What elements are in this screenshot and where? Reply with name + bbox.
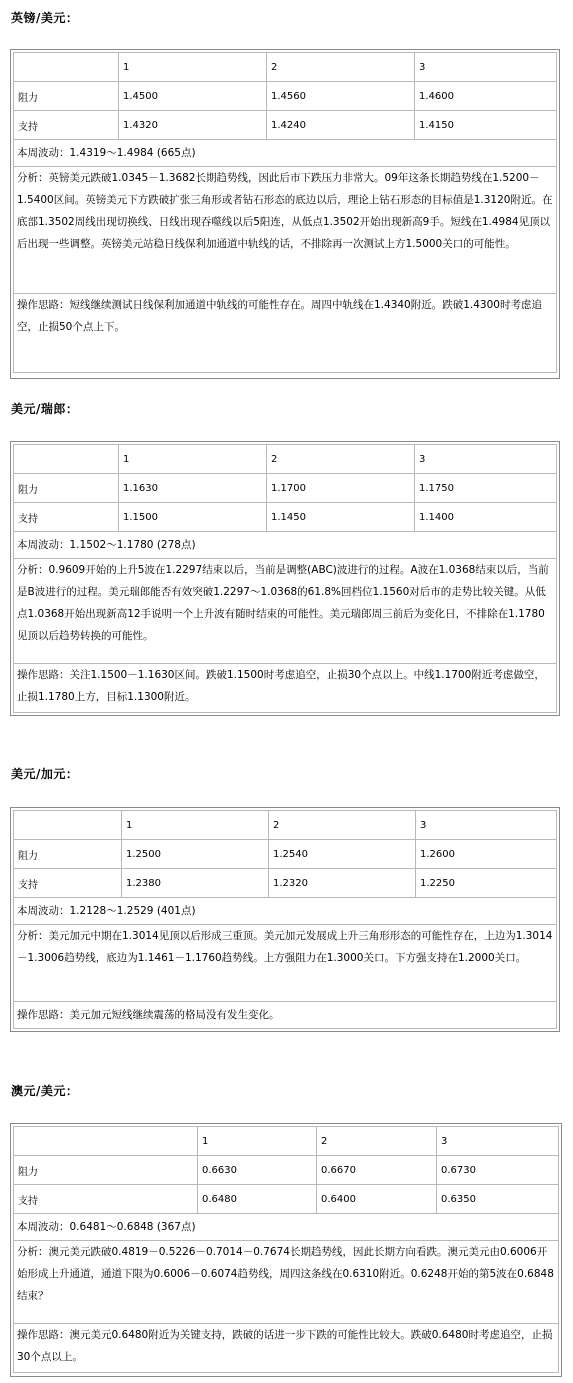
value-cell: 1.2250 — [415, 869, 556, 897]
support-row — [13, 502, 557, 532]
value-cell: 0.6480 — [197, 1185, 316, 1213]
support-row — [13, 868, 557, 898]
analysis-text: 分析：澳元美元跌破0.4819－0.5226－0.7014－0.7674长期趋势线，因此长期方向看跌。澳元美元由0.6006开始形成上升通道，通道下限为0.6006－0.6074趋势线，周四这条线在0.6310附近。0.6248开始的第5波在0.6848结束？ — [13, 1240, 559, 1324]
analysis-text: 分析：英镑美元跌破1.0345－1.3682长期趋势线，因此后市下跌压力非常大。09年这条长期趋势线在1.5200－1.5400区间。英镑美元下方跌破扩张三角形或者钻石形态的底边以后，理论上钻石形态的目标值是1.3120附近。在底部1.3502周线出现切换线、日线出现吞噬线以后5阳连，从低点1.3502开始出现新高9手。短线在1.4984见顶以后出现一些调整。英镑美元站稳日线保利加通道中轨线的话，不排除再一次测试上方1.5000关口的可能性。 — [13, 166, 557, 294]
value-cell: 1.1400 — [414, 503, 556, 531]
header-row — [13, 810, 557, 840]
row-label: 支持 — [18, 121, 38, 133]
row-label: 支持 — [18, 513, 38, 525]
value-cell: 1.2500 — [121, 840, 268, 868]
strategy-text: 操作思路：美元加元短线继续震荡的格局没有发生变化。 — [13, 1001, 557, 1029]
value-cell: 1.1500 — [118, 503, 266, 531]
weekly-range: 本周波动：0.6481～0.6848 (367点) — [13, 1213, 559, 1241]
value-cell: 1.4600 — [414, 82, 556, 110]
header-row — [13, 1126, 559, 1156]
analysis-text: 分析：美元加元中期在1.3014见顶以后形成三重顶。美元加元发展成上升三角形形态的可能性存在，上边为1.3014－1.3006趋势线，底边为1.1461－1.1760趋势线。上方强阻力在1.3000关口。下方强支持在1.2000关口。 — [13, 924, 557, 1002]
value-cell: 0.6400 — [316, 1185, 436, 1213]
value-cell: 1.4240 — [266, 111, 414, 139]
header-cell: 1 — [197, 1127, 316, 1155]
resistance-row — [13, 839, 557, 869]
strategy-text: 操作思路：澳元美元0.6480附近为关键支持，跌破的话进一步下跌的可能性比较大。跌破0.6480时考虑追空，止损30个点以上。 — [13, 1323, 559, 1373]
row-label: 阻力 — [18, 484, 38, 496]
section-title: 美元/瑞郎： — [11, 402, 79, 416]
strategy-text: 操作思路：关注1.1500－1.1630区间。跌破1.1500时考虑追空，止损30个点以上。中线1.1700附近考虑做空，止损1.1780上方，目标1.1300附近。 — [13, 663, 557, 713]
header-cell: 3 — [414, 445, 556, 473]
value-cell: 1.4150 — [414, 111, 556, 139]
header-row — [13, 52, 557, 82]
support-row — [13, 1184, 559, 1214]
weekly-range: 本周波动：1.1502～1.1780 (278点) — [13, 531, 557, 559]
value-cell: 0.6670 — [316, 1156, 436, 1184]
section-title: 美元/加元： — [11, 767, 79, 781]
row-label: 阻力 — [18, 850, 38, 862]
strategy-text: 操作思路：短线继续测试日线保利加通道中轨线的可能性存在。周四中轨线在1.4340附近。跌破1.4300时考虑追空，止损50个点上下。 — [13, 293, 557, 373]
analysis-text: 分析：0.9609开始的上升5波在1.2297结束以后，当前是调整(ABC)波进行的过程。A波在1.0368结束以后，当前是B波进行的过程。美元瑞郎能否有效突破1.2297～1.0368的61.8%回档位1.1560对后市的走势比较关键。从低点1.0368开始出现新高12手说明一个上升波有随时结束的可能性。美元瑞郎周三前后为变化日，不排除在1.1780见顶以后趋势转换的可能性。 — [13, 558, 557, 664]
value-cell: 0.6350 — [436, 1185, 558, 1213]
value-cell: 0.6630 — [197, 1156, 316, 1184]
header-cell — [14, 1127, 197, 1155]
header-cell: 2 — [266, 445, 414, 473]
value-cell: 1.2320 — [268, 869, 415, 897]
header-cell: 3 — [436, 1127, 558, 1155]
value-cell: 1.1450 — [266, 503, 414, 531]
value-cell: 1.4560 — [266, 82, 414, 110]
header-cell: 1 — [121, 811, 268, 839]
resistance-row — [13, 81, 557, 111]
weekly-range: 本周波动：1.2128～1.2529 (401点) — [13, 897, 557, 925]
quote-table — [10, 1123, 562, 1377]
section-title: 澳元/美元： — [11, 1084, 79, 1098]
value-cell: 1.4320 — [118, 111, 266, 139]
resistance-row — [13, 473, 557, 503]
value-cell: 1.1630 — [118, 474, 266, 502]
quote-table — [10, 807, 560, 1032]
header-cell — [14, 53, 118, 81]
value-cell: 1.2600 — [415, 840, 556, 868]
header-row — [13, 444, 557, 474]
value-cell: 1.2380 — [121, 869, 268, 897]
header-cell: 2 — [266, 53, 414, 81]
row-label: 阻力 — [18, 1166, 38, 1178]
resistance-row — [13, 1155, 559, 1185]
row-label: 支持 — [18, 879, 38, 891]
header-cell: 1 — [118, 445, 266, 473]
value-cell: 1.4500 — [118, 82, 266, 110]
value-cell: 0.6730 — [436, 1156, 558, 1184]
header-cell — [14, 811, 121, 839]
row-label: 阻力 — [18, 92, 38, 104]
value-cell: 1.1750 — [414, 474, 556, 502]
header-cell: 2 — [316, 1127, 436, 1155]
quote-table — [10, 49, 560, 379]
weekly-range: 本周波动：1.4319～1.4984 (665点) — [13, 139, 557, 167]
header-cell: 1 — [118, 53, 266, 81]
section-title: 英镑/美元： — [11, 11, 79, 25]
value-cell: 1.2540 — [268, 840, 415, 868]
header-cell — [14, 445, 118, 473]
quote-table — [10, 441, 560, 716]
header-cell: 3 — [414, 53, 556, 81]
support-row — [13, 110, 557, 140]
header-cell: 3 — [415, 811, 556, 839]
value-cell: 1.1700 — [266, 474, 414, 502]
header-cell: 2 — [268, 811, 415, 839]
row-label: 支持 — [18, 1195, 38, 1207]
